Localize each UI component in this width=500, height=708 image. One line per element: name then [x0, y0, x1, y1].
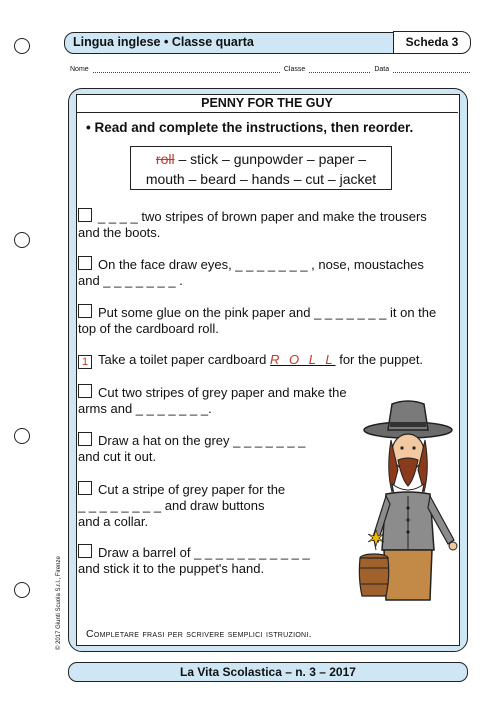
step-text: _ _ _ _ two stripes of brown paper and make the trousers — [98, 209, 427, 224]
order-checkbox[interactable] — [78, 208, 92, 222]
date-field[interactable] — [393, 66, 470, 73]
student-fields — [70, 66, 470, 73]
title-divider — [76, 112, 458, 113]
worksheet-title: PENNY FOR THE GUY — [201, 96, 333, 110]
name-field[interactable] — [93, 66, 280, 73]
step-item — [78, 352, 423, 369]
step-text: and cut it out. — [78, 449, 157, 464]
order-checkbox[interactable] — [78, 544, 92, 558]
footer-bar: La Vita Scolastica – n. 3 – 2017 — [68, 662, 468, 682]
binder-hole — [14, 232, 30, 248]
copyright: © 2017 Giunti Scuola S.r.l., Firenze — [56, 556, 62, 650]
header-bar — [64, 32, 470, 54]
answer-roll: R O L L — [270, 352, 336, 367]
step-text: _ _ _ _ _ _ _ _ and draw buttons — [78, 498, 265, 513]
step-text: and stick it to the puppet's hand. — [78, 561, 265, 576]
order-checkbox[interactable] — [78, 432, 92, 446]
step-item — [78, 544, 310, 577]
step-item — [78, 256, 424, 289]
step-text: Cut a stripe of grey paper for the — [98, 482, 286, 497]
order-checkbox[interactable] — [78, 304, 92, 318]
step-text: Draw a barrel of _ _ _ _ _ _ _ _ _ _ _ — [98, 545, 310, 560]
name-label: Nome — [70, 66, 89, 73]
step-text: and the boots. — [78, 225, 161, 240]
step-text: Draw a hat on the grey _ _ _ _ _ _ _ — [98, 433, 306, 448]
date-label: Data — [374, 66, 390, 73]
order-checkbox[interactable]: 1 — [78, 355, 92, 369]
step-item — [78, 304, 436, 337]
step-text: and _ _ _ _ _ _ _ . — [78, 273, 183, 288]
word-list-line1: – stick – gunpowder – paper – — [174, 151, 367, 167]
class-field[interactable] — [309, 66, 370, 73]
binder-hole — [14, 38, 30, 54]
used-word: roll — [155, 151, 175, 167]
step-text: for the puppet. — [339, 352, 424, 367]
step-text: top of the cardboard roll. — [78, 321, 219, 336]
order-checkbox[interactable] — [78, 481, 92, 495]
word-box — [130, 146, 392, 190]
class-label: Classe — [283, 66, 306, 73]
step-text: Take a toilet paper cardboard — [98, 352, 267, 367]
footnote: Completare frasi per scrivere semplici istruzioni. — [86, 628, 312, 640]
step-text: Cut two stripes of grey paper and make the — [98, 385, 347, 400]
instruction: • Read and complete the instructions, then reorder. — [86, 120, 414, 135]
order-checkbox[interactable] — [78, 384, 92, 398]
header-title: Lingua inglese • Classe quarta — [73, 35, 254, 49]
guy-fawkes-illustration — [358, 400, 468, 610]
binder-hole — [14, 428, 30, 444]
step-text: On the face draw eyes, _ _ _ _ _ _ _ , nose, moustaches — [98, 257, 424, 272]
step-item — [78, 384, 347, 417]
step-text: arms and _ _ _ _ _ _ _. — [78, 401, 212, 416]
step-item — [78, 481, 285, 530]
step-text: and a collar. — [78, 514, 149, 529]
word-list-line2: mouth – beard – hands – cut – jacket — [145, 171, 377, 187]
binder-hole — [14, 582, 30, 598]
step-item — [78, 208, 427, 241]
sheet-label: Scheda 3 — [393, 31, 471, 54]
order-checkbox[interactable] — [78, 256, 92, 270]
step-text: Put some glue on the pink paper and _ _ _ _ _ _ _ it on the — [98, 305, 437, 320]
step-item — [78, 432, 305, 465]
